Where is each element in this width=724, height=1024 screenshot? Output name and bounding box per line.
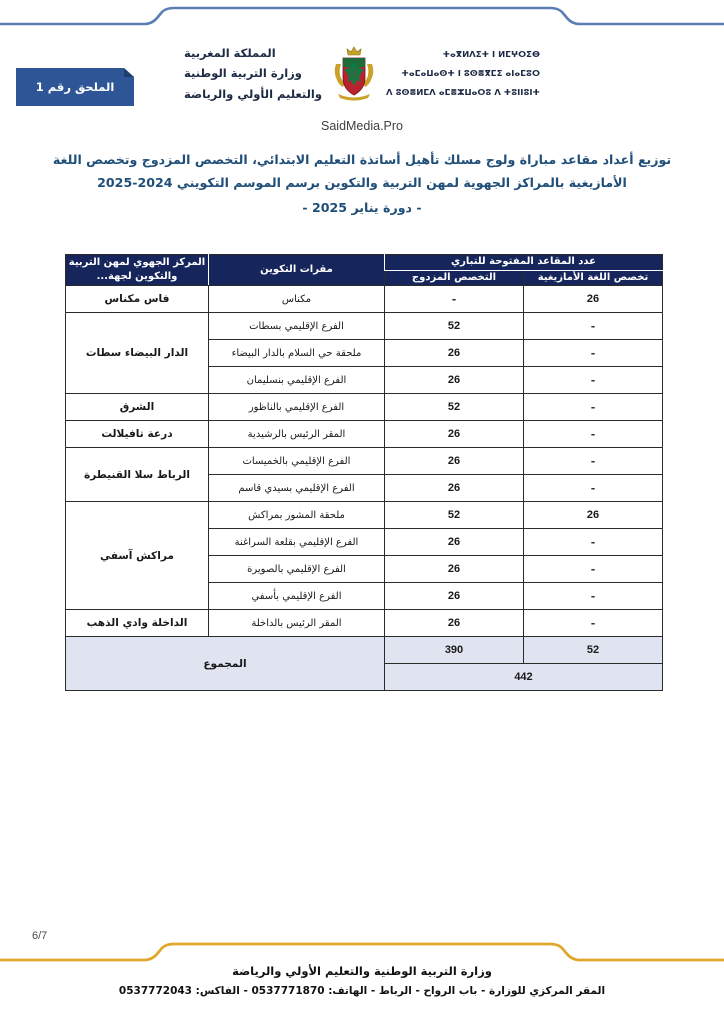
cell-dual-seats: -: [384, 286, 523, 313]
cell-training-center: الفرع الإقليمي بقلعة السراغنة: [208, 529, 384, 556]
cell-region: مراكش آسفي: [65, 502, 208, 610]
cell-dual-seats: 52: [384, 394, 523, 421]
cell-training-center: الفرع الإقليمي بسطات: [208, 313, 384, 340]
cell-training-center: المقر الرئيس بالداخلة: [208, 610, 384, 637]
cell-amazigh-seats: -: [524, 556, 663, 583]
title-line-1: توزيع أعداد مقاعد مباراة ولوج مسلك تأهيل أساتذة التعليم الابتدائي، التخصص المزدوج وتخصص اللغة: [52, 152, 672, 167]
cell-amazigh-seats: -: [524, 475, 663, 502]
tifinagh-line-3: ⴷ ⵓⵙⴻⵍⵎⴷ ⴰⵎⴻⵣⵡⴰⵔⵓ ⴷ ⵜⵓⵏⵏⵓⵏⵜ: [386, 88, 540, 99]
cell-training-center: الفرع الإقليمي بأسفي: [208, 583, 384, 610]
watermark-text: SaidMedia.Pro: [321, 119, 403, 133]
cell-training-center: المقر الرئيس بالرشيدية: [208, 421, 384, 448]
annex-badge: [16, 68, 134, 106]
annex-badge-label: الملحق رقم 1: [35, 79, 115, 94]
cell-dual-seats: 52: [384, 502, 523, 529]
cell-training-center: الفرع الإقليمي بالخميسات: [208, 448, 384, 475]
seats-table-container: [66, 254, 663, 691]
cell-amazigh-seats: -: [524, 367, 663, 394]
tifinagh-line-1: ⵜⴰⴳⵍⴷⵉⵜ ⵏ ⵍⵎⵖⵔⵉⴱ: [442, 49, 540, 60]
totals-label: المجموع: [65, 637, 384, 691]
cell-dual-seats: 26: [384, 367, 523, 394]
title-line-3: - دورة يناير 2025 -: [302, 199, 422, 215]
cell-amazigh-seats: -: [524, 394, 663, 421]
total-dual: 390: [384, 637, 523, 664]
table-row: [65, 502, 662, 529]
grand-total: 442: [384, 664, 662, 691]
cell-dual-seats: 52: [384, 313, 523, 340]
total-amazigh: 52: [524, 637, 663, 664]
title-line-2: الأمازيغية بالمراكز الجهوية لمهن التربية والتكوين برسم الموسم التكويني 2024-2025: [97, 175, 627, 191]
masthead-arabic-block: [184, 45, 322, 103]
cell-region: درعة تافيلالت: [65, 421, 208, 448]
cell-dual-seats: 26: [384, 610, 523, 637]
morocco-coat-of-arms-emblem: [328, 44, 380, 104]
cell-training-center: الفرع الإقليمي بالناظور: [208, 394, 384, 421]
tifinagh-line-2: ⵜⴰⵎⴰⵡⴰⵙⵜ ⵏ ⵓⵙⴻⴳⵎⵉ ⴰⵏⴰⵎⵓⵔ: [401, 68, 540, 79]
seats-distribution-table: [65, 254, 663, 691]
page-number: 6/7: [32, 930, 48, 942]
cell-training-center: مكناس: [208, 286, 384, 313]
table-row: [65, 286, 662, 313]
cell-training-center: الفرع الإقليمي بالصويرة: [208, 556, 384, 583]
header-training-center: مقرات التكوين: [208, 255, 384, 286]
table-row: [65, 394, 662, 421]
cell-region: الداخلة وادي الذهب: [65, 610, 208, 637]
cell-amazigh-seats: -: [524, 313, 663, 340]
table-row: [65, 421, 662, 448]
table-header: [65, 255, 662, 286]
page-footer: [0, 962, 724, 1000]
header-region: المركز الجهوي لمهن التربية والتكوين لجهة...: [65, 255, 208, 286]
header-amazigh-specialty: تخصص اللغة الأمازيغية: [524, 270, 663, 286]
masthead-tifinagh-block: [386, 47, 540, 101]
cell-dual-seats: 26: [384, 421, 523, 448]
page-title: [42, 148, 682, 219]
cell-dual-seats: 26: [384, 583, 523, 610]
top-decorative-stripe: [0, 0, 724, 34]
cell-amazigh-seats: -: [524, 529, 663, 556]
table-row: [65, 448, 662, 475]
footer-ministry-name: وزارة التربية الوطنية والتعليم الأولي والرياضة: [232, 964, 492, 978]
cell-dual-seats: 26: [384, 475, 523, 502]
cell-training-center: ملحقة حي السلام بالدار البيضاء: [208, 340, 384, 367]
cell-training-center: الفرع الإقليمي بنسليمان: [208, 367, 384, 394]
cell-dual-seats: 26: [384, 529, 523, 556]
cell-amazigh-seats: -: [524, 421, 663, 448]
cell-region: فاس مكناس: [65, 286, 208, 313]
totals-row: [65, 637, 662, 664]
cell-amazigh-seats: 26: [524, 502, 663, 529]
cell-dual-seats: 26: [384, 556, 523, 583]
cell-training-center: الفرع الإقليمي بسيدي قاسم: [208, 475, 384, 502]
arabic-line-2: وزارة التربية الوطنية: [184, 66, 302, 81]
cell-amazigh-seats: 26: [524, 286, 663, 313]
footer-contact-info: المقر المركزي للوزارة - باب الرواح - الرباط - الهاتف: 0537771870 - الفاكس: 0537772043: [118, 984, 606, 997]
cell-training-center: ملحقة المشور بمراكش: [208, 502, 384, 529]
cell-amazigh-seats: -: [524, 448, 663, 475]
table-header-row-1: [65, 255, 662, 271]
header-seats-group: عدد المقاعد المفتوحة للتباري: [384, 255, 662, 271]
arabic-line-1: المملكة المغربية: [184, 46, 276, 61]
table-body: [65, 286, 662, 637]
cell-region: الرباط سلا القنيطرة: [65, 448, 208, 502]
cell-amazigh-seats: -: [524, 610, 663, 637]
header-dual-specialty: التخصص المزدوج: [384, 270, 523, 286]
arabic-line-3: والتعليم الأولي والرياضة: [184, 86, 323, 101]
table-row: [65, 313, 662, 340]
cell-region: الشرق: [65, 394, 208, 421]
cell-amazigh-seats: -: [524, 340, 663, 367]
cell-region: الدار البيضاء سطات: [65, 313, 208, 394]
table-footer: [65, 637, 662, 691]
cell-dual-seats: 26: [384, 340, 523, 367]
table-row: [65, 610, 662, 637]
cell-dual-seats: 26: [384, 448, 523, 475]
cell-amazigh-seats: -: [524, 583, 663, 610]
